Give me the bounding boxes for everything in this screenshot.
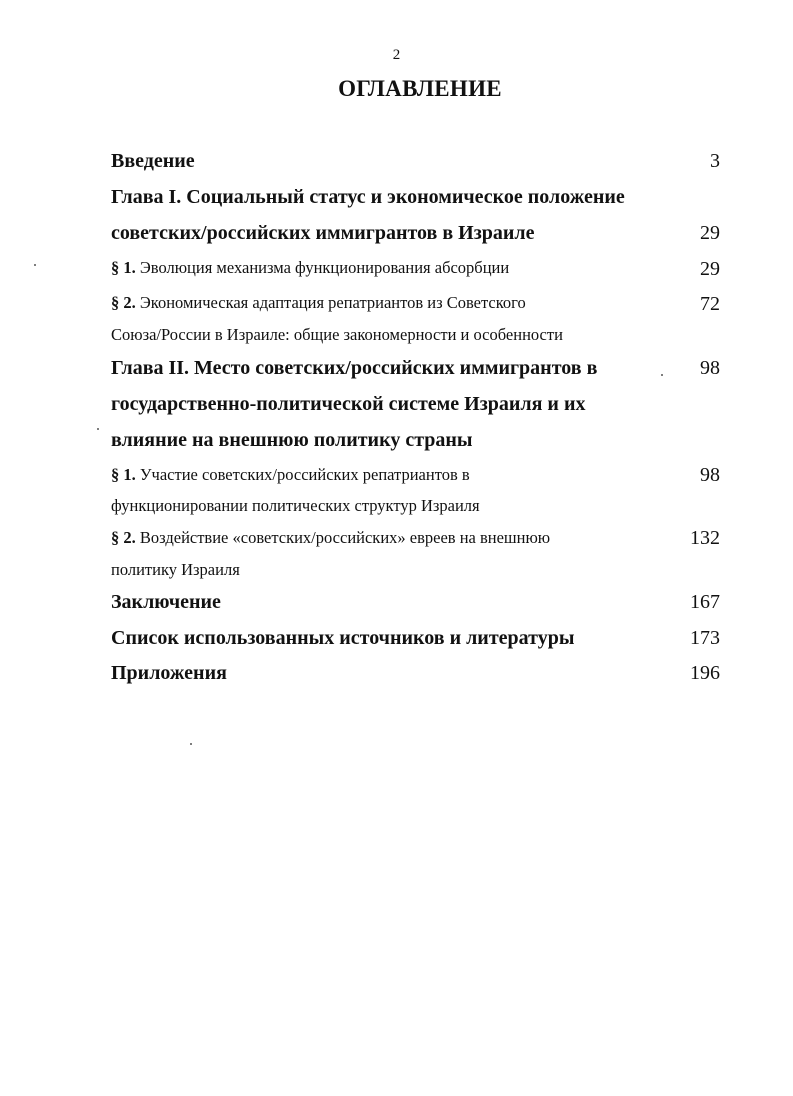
section-title: Воздействие «советских/российских» евреев на внешнюю (139, 528, 551, 547)
toc-chapter2-title-line2[interactable]: государственно-политической системе Израиля и их (111, 393, 586, 415)
toc-ch2-sec1-line1[interactable] (111, 465, 470, 485)
section-mark: § 1. (111, 465, 136, 484)
toc-entry-conclusion[interactable]: Заключение (111, 591, 221, 613)
toc-page-ch1-sec1: 29 (700, 258, 720, 280)
page-number: 2 (392, 47, 401, 63)
toc-chapter1-title-line2[interactable]: советских/российских иммигрантов в Израиле (111, 222, 535, 244)
scan-speck (190, 743, 192, 745)
toc-heading: ОГЛАВЛЕНИЕ (338, 76, 502, 101)
toc-entry-appendix[interactable]: Приложения (111, 662, 227, 684)
toc-ch1-sec2-line1[interactable] (111, 293, 526, 313)
toc-chapter2-title-line3[interactable]: влияние на внешнюю политику страны (111, 429, 473, 451)
scan-speck (97, 428, 99, 430)
toc-ch2-sec1-line2[interactable]: функционировании политических структур Израиля (111, 496, 480, 515)
toc-chapter1-title-line1[interactable]: Глава I. Социальный статус и экономическое положение (111, 186, 625, 208)
toc-page-introduction: 3 (710, 150, 720, 172)
section-title: Эволюция механизма функционирования абсорбции (139, 258, 510, 277)
scan-speck (661, 374, 663, 376)
toc-entry-bibliography[interactable]: Список использованных источников и литературы (111, 627, 575, 649)
section-mark: § 1. (111, 258, 136, 277)
toc-page-ch2-sec1: 98 (700, 464, 720, 486)
toc-page-chapter2: 98 (700, 357, 720, 379)
toc-ch1-sec1[interactable] (111, 258, 509, 278)
toc-chapter2-title-line1[interactable]: Глава II. Место советских/российских иммигрантов в (111, 357, 598, 379)
toc-page-ch2-sec2: 132 (690, 527, 720, 549)
toc-page-conclusion: 167 (690, 591, 720, 613)
toc-entry-introduction[interactable]: Введение (111, 150, 195, 172)
toc-page-bibliography: 173 (690, 627, 720, 649)
section-mark: § 2. (111, 528, 136, 547)
toc-ch2-sec2-line1[interactable] (111, 528, 550, 548)
toc-page-appendix: 196 (690, 662, 720, 684)
toc-page-chapter1: 29 (700, 222, 720, 244)
section-title: Участие советских/российских репатриантов в (139, 465, 470, 484)
toc-page-ch1-sec2: 72 (700, 293, 720, 315)
section-mark: § 2. (111, 293, 136, 312)
scan-speck (34, 264, 36, 266)
toc-ch2-sec2-line2[interactable]: политику Израиля (111, 560, 240, 579)
toc-ch1-sec2-line2[interactable]: Союза/России в Израиле: общие закономерности и особенности (111, 325, 563, 344)
section-title: Экономическая адаптация репатриантов из Советского (139, 293, 526, 312)
